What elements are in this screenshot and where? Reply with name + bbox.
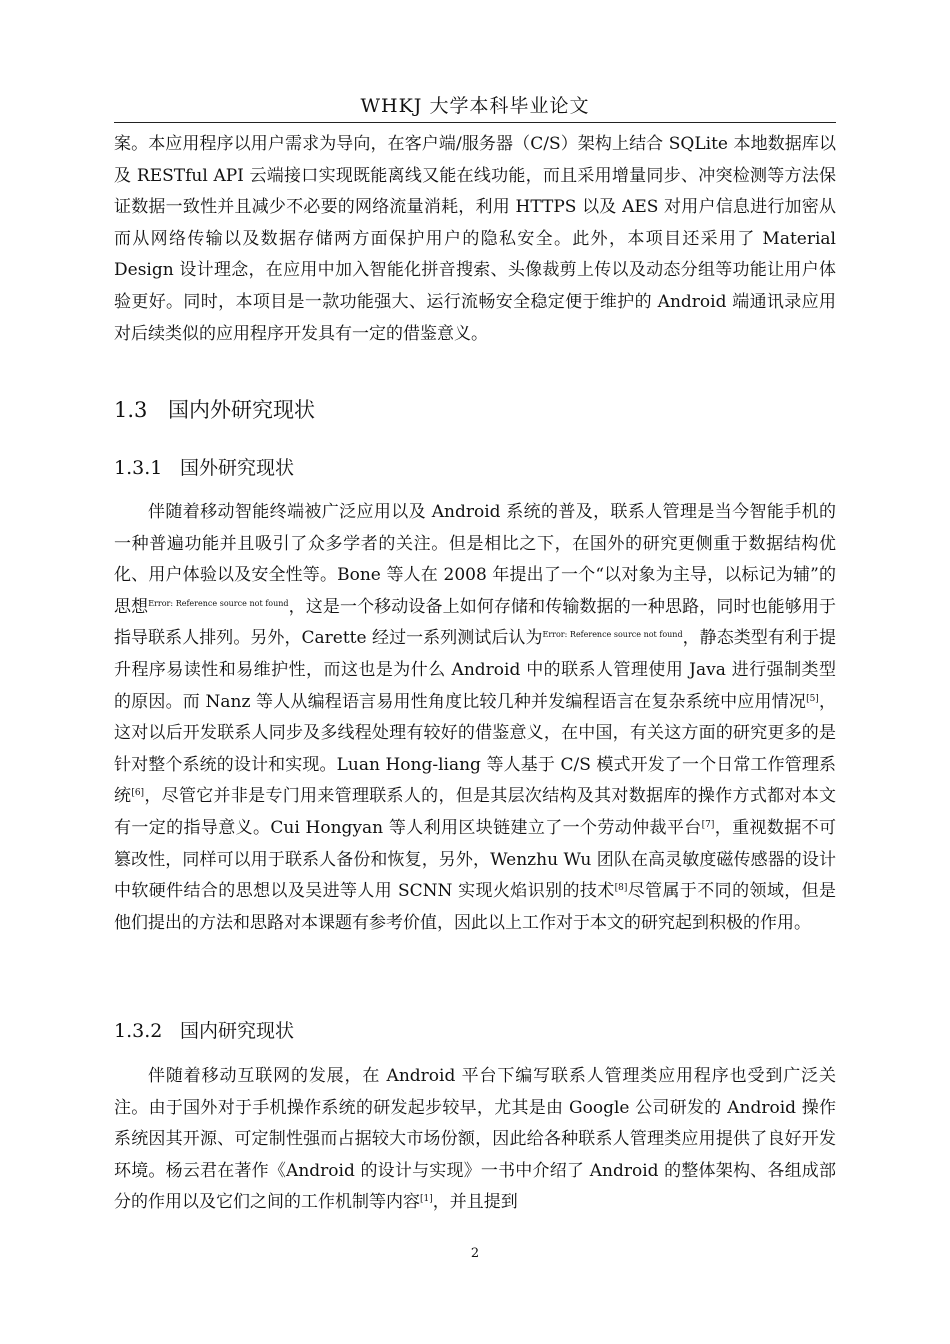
text-run: ，重视数据不可篡改性，同样可以用于联系人备份和恢复，另外，Wenzhu Wu 团队在高灵敏度磁传感器的设计中软硬件结合的思想以及吴进等人用 SCNN 实现火焰识别的技术 bbox=[114, 817, 837, 902]
intro-paragraph: 案。本应用程序以用户需求为导向，在客户端/服务器（C/S）架构上结合 SQLite 本地数据库以及 RESTful API 云端接口实现既能离线又能在线功能，而且采用增量同步、冲突检测等方法保证数据一致性并且减少不必要的网络流量消耗，利用 HTTPS 以及 AES 对用户信息进行加密从而从网络传输以及数据存储两方面保护用户的隐私安全。此外，本项目还采用了 Material Design 设计理念，在应用中加入智能化拼音搜索、头像裁剪上传以及动态分组等功能让用户体验更好。同时，本项目是一款功能强大、运行流畅安全稳定便于维护的 Android 端通讯录应用对后续类似的应用程序开发具有一定的借鉴意义。 bbox=[114, 134, 836, 344]
section-title: 国内研究现状 bbox=[180, 1020, 295, 1042]
text-run: ，尽管它并非是专门用来管理联系人的，但是其层次结构及其对数据库的操作方式都对本文有一定的指导意义。Cui Hongyan 等人利用区块链建立了一个劳动仲裁平台 bbox=[114, 786, 837, 838]
citation: [8] bbox=[614, 883, 628, 894]
section-number: 1.3.1 bbox=[114, 457, 163, 479]
citation: [1] bbox=[420, 1194, 433, 1205]
page-number: 2 bbox=[470, 1246, 480, 1261]
text-run: ，这对以后开发联系人同步及多线程处理有较好的借鉴意义，在中国，有关这方面的研究更多的是针对整个系统的设计和实现。Luan Hong-liang 等人基于 C/S 模式开发了一个日常工作管理系统 bbox=[114, 691, 837, 807]
citation: [6] bbox=[131, 788, 145, 799]
page-header: WHKJ 大学本科毕业论文 bbox=[360, 95, 590, 117]
text-run: ，并且提到 bbox=[432, 1192, 518, 1213]
citation: Error: Reference source not found bbox=[542, 630, 683, 640]
section-heading-1-3 bbox=[114, 395, 315, 425]
section-number: 1.3 bbox=[114, 398, 148, 422]
section-title: 国外研究现状 bbox=[180, 457, 295, 479]
text-run: 伴随着移动互联网的发展，在 Android 平台下编写联系人管理类应用程序也受到广泛关注。由于国外对于手机操作系统的研发起步较早，尤其是由 Google 公司研发的 Android 操作系统因其开源、可定制性强而占据较大市场份额，因此给各种联系人管理类应用提供了良好开发环境。杨云君在著作《Android 的设计与实现》一书中介绍了 Android 的整体架构、各组成部分的作用以及它们之间的工作机制等内容 bbox=[114, 1066, 836, 1213]
section-heading-1-3-2 bbox=[114, 1017, 294, 1045]
header-rule bbox=[114, 122, 836, 123]
text-run: 尽管属于不同的领域，但是他们提出的方法和思路对本课题有参考价值，因此以上工作对于本文的研究起到积极的作用。 bbox=[114, 881, 836, 933]
section-title: 国内外研究现状 bbox=[168, 398, 315, 422]
section-number: 1.3.2 bbox=[114, 1020, 163, 1042]
citation: [5] bbox=[806, 693, 819, 704]
section-heading-1-3-1 bbox=[114, 454, 294, 482]
citation: [7] bbox=[701, 819, 715, 830]
paragraph-domestic-research bbox=[114, 1061, 836, 1219]
citation: Error: Reference source not found bbox=[148, 598, 289, 608]
text-run: ，静态类型有利于提升程序易读性和易维护性，而这也是为什么 Android 中的联系人管理使用 Java 进行强制类型的原因。而 Nanz 等人从编程语言易用性角度比较几种并发编程语言在复杂系统中应用情况 bbox=[114, 628, 837, 712]
text-run: ，这是一个移动设备上如何存储和传输数据的一种思路，同时也能够用于指导联系人排列。另外，Carette 经过一系列测试后认为 bbox=[114, 596, 837, 649]
text-run: 伴随着移动智能终端被广泛应用以及 Android 系统的普及，联系人管理是当今智能手机的一种普遍功能并且吸引了众多学者的关注。但是相比之下，在国外的研究更侧重于数据结构优化、用户体验以及安全性等。Bone 等人在 2008 年提出了一个“以对象为主导，以标记为辅”的思想 bbox=[114, 502, 836, 617]
paragraph-foreign-research bbox=[114, 497, 836, 939]
